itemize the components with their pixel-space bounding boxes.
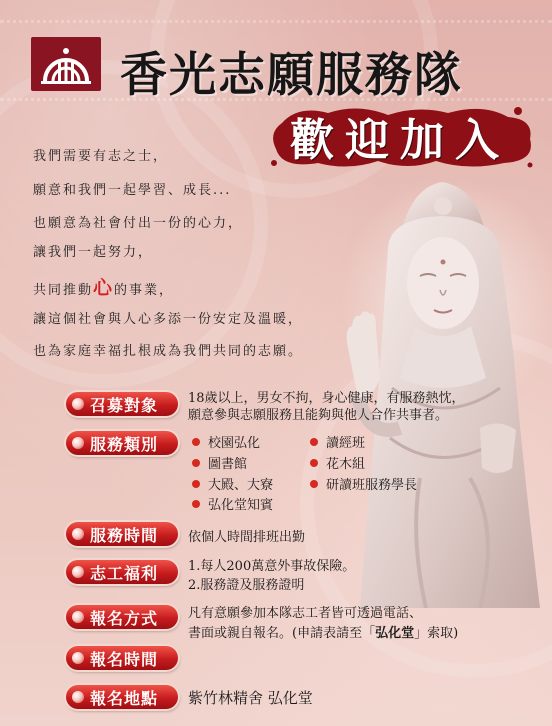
service-time-text: 依個人時間排班出勤 (188, 530, 306, 545)
intro-line: 也願意為社會付出一份的心力， (33, 216, 244, 231)
bullet-icon (72, 566, 84, 578)
bullet-icon (72, 652, 84, 664)
category-item: 研讀班服務學長 (310, 474, 417, 493)
category-item: 圖書館 (192, 453, 247, 472)
signup-location-tag (66, 685, 178, 709)
welcome-heading: 歡迎加入 (290, 115, 510, 166)
bullet-icon (72, 437, 84, 449)
intro-line: 願意和我們一起學習、成長... (33, 183, 232, 198)
organization-logo (31, 37, 101, 91)
signup-location-label: 報名地點 (90, 689, 159, 708)
heart-character: 心 (93, 277, 115, 299)
bullet-icon (310, 480, 318, 488)
bullet-icon (192, 459, 200, 467)
bullet-icon (72, 611, 84, 623)
service-category-tag (66, 431, 178, 455)
bullet-icon (192, 480, 200, 488)
intro-line: 我們需要有志之士， (33, 149, 169, 164)
signup-location-text: 紫竹林精舍 弘化堂 (188, 689, 313, 707)
intro-text: 共同推動 (33, 283, 94, 298)
recruit-target-label: 召募對象 (90, 396, 159, 415)
category-item: 大殿、大寮 (192, 474, 273, 493)
service-time-label: 服務時間 (90, 526, 159, 545)
intro-line (33, 273, 174, 300)
page-title: 香光志願服務隊 (120, 48, 463, 103)
bullet-icon (72, 528, 84, 540)
benefit-text: 1.每人200萬意外事故保險。 (188, 559, 356, 574)
service-time-tag (66, 522, 178, 546)
recruit-target-tag (66, 392, 178, 416)
recruit-text: 願意參與志願服務且能夠與他人合作共事者。 (188, 408, 449, 423)
category-item: 花木組 (310, 453, 365, 472)
service-category-label: 服務類別 (90, 435, 159, 454)
category-item: 讀經班 (310, 432, 365, 451)
intro-line: 也為家庭幸福扎根成為我們共同的志願。 (33, 344, 304, 359)
bullet-icon (72, 398, 84, 410)
signup-method-label: 報名方式 (90, 609, 159, 628)
benefit-text: 2.服務證及服務證明 (188, 578, 305, 593)
bullet-icon (192, 438, 200, 446)
category-item: 校園弘化 (192, 432, 260, 451)
volunteer-benefit-tag (66, 560, 178, 584)
volunteer-benefit-label: 志工福利 (90, 564, 159, 583)
signup-method-text: 書面或親自報名。(申請表請至「弘化堂」索取) (188, 626, 459, 641)
intro-text: 的事業， (114, 283, 175, 298)
bullet-icon (72, 691, 84, 703)
intro-line: 讓我們一起努力， (33, 245, 154, 260)
category-item: 弘化堂知賓 (192, 494, 273, 513)
intro-line: 讓這個社會與人心多添一份安定及溫暖， (33, 312, 304, 327)
bullet-icon (192, 500, 200, 508)
signup-time-tag (66, 646, 178, 670)
hall-name: 弘化堂 (375, 626, 415, 641)
signup-method-text: 凡有意願參加本隊志工者皆可透過電話、 (188, 606, 423, 621)
background-ornament (0, 20, 552, 23)
signup-method-tag (66, 605, 178, 629)
signup-time-label: 報名時間 (90, 650, 159, 669)
bullet-icon (310, 459, 318, 467)
bullet-icon (310, 438, 318, 446)
recruit-text: 18歲以上，男女不拘，身心健康，有服務熱忱， (188, 391, 465, 406)
